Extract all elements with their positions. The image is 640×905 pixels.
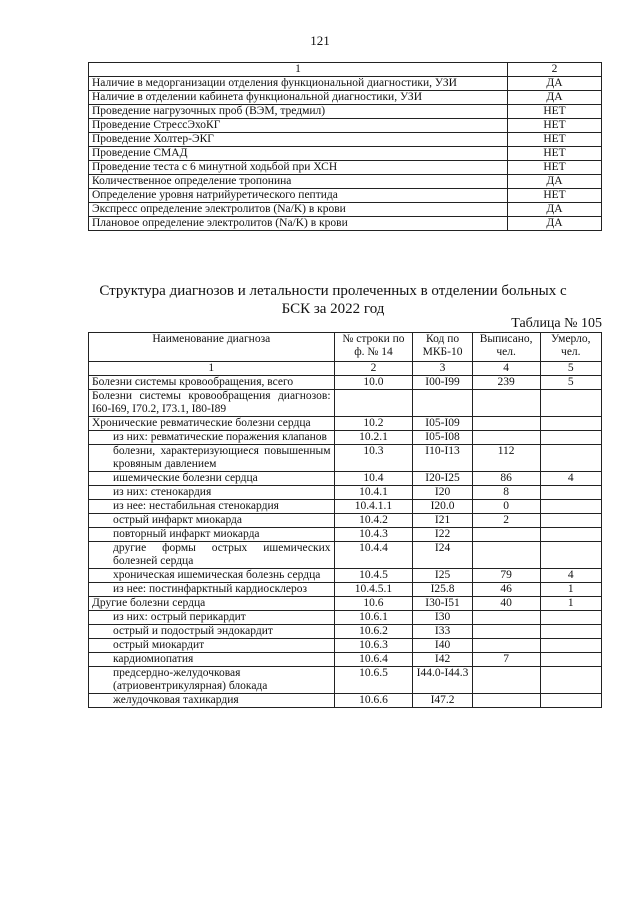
line-number: 10.4: [334, 472, 413, 486]
table-row: [89, 625, 602, 639]
icd-code: I42: [413, 653, 472, 667]
availability-value: ДА: [508, 77, 602, 91]
table-row: [89, 119, 602, 133]
table-row: [89, 653, 602, 667]
icd-code: I44.0-I44.3: [413, 667, 472, 694]
availability-value: ДА: [508, 91, 602, 105]
table-label: Таблица № 105: [511, 316, 602, 331]
icd-code: I25.8: [413, 583, 472, 597]
line-number: 10.6.4: [334, 653, 413, 667]
discharged-count: 239: [472, 376, 540, 390]
diagnosis-name: Болезни системы кровообращения, всего: [89, 376, 335, 390]
line-number: 10.4.5: [334, 569, 413, 583]
availability-value: НЕТ: [508, 189, 602, 203]
died-count: [540, 542, 601, 569]
table-row: [89, 203, 602, 217]
table-row: [89, 217, 602, 231]
line-number: 10.6.5: [334, 667, 413, 694]
availability-value: НЕТ: [508, 133, 602, 147]
died-count: 1: [540, 583, 601, 597]
table-row: [89, 528, 602, 542]
column-number: 1: [89, 63, 508, 77]
service-name: Проведение Холтер-ЭКГ: [89, 133, 508, 147]
discharged-count: [472, 542, 540, 569]
diagnosis-name: острый и подострый эндокардит: [89, 625, 335, 639]
section-title: Структура диагнозов и летальности пролеченных в отделении больных с БСК за 2022 год: [99, 283, 567, 317]
discharged-count: [472, 417, 540, 431]
died-count: [540, 639, 601, 653]
line-number: 10.6.3: [334, 639, 413, 653]
discharged-count: 46: [472, 583, 540, 597]
table-row: [89, 583, 602, 597]
discharged-count: 86: [472, 472, 540, 486]
died-count: [540, 500, 601, 514]
icd-code: I33: [413, 625, 472, 639]
column-header: Наименование диагноза: [89, 333, 335, 362]
availability-value: НЕТ: [508, 119, 602, 133]
discharged-count: 112: [472, 445, 540, 472]
availability-value: ДА: [508, 175, 602, 189]
died-count: [540, 667, 601, 694]
icd-code: I25: [413, 569, 472, 583]
line-number: 10.6.6: [334, 694, 413, 708]
service-name: Наличие в отделении кабинета функциональной диагностики, УЗИ: [89, 91, 508, 105]
column-number: 2: [334, 362, 413, 376]
table-row: [89, 161, 602, 175]
diagnosis-name: острый миокардит: [89, 639, 335, 653]
diagnosis-name: другие формы острых ишемических болезней сердца: [89, 542, 335, 569]
service-name: Экспресс определение электролитов (Na/K) в крови: [89, 203, 508, 217]
table-row: [89, 445, 602, 472]
service-name: Проведение теста с 6 минутной ходьбой при ХСН: [89, 161, 508, 175]
availability-value: НЕТ: [508, 147, 602, 161]
table-row: [89, 667, 602, 694]
line-number: 10.4.1.1: [334, 500, 413, 514]
table-row: [89, 431, 602, 445]
table-row: [89, 105, 602, 119]
died-count: [540, 431, 601, 445]
discharged-count: [472, 667, 540, 694]
line-number: 10.6.2: [334, 625, 413, 639]
table-row: [89, 611, 602, 625]
column-header: Умерло, чел.: [540, 333, 601, 362]
page-number: 121: [310, 33, 330, 48]
table-header-row: [89, 63, 602, 77]
column-number: 2: [508, 63, 602, 77]
table-row: [89, 542, 602, 569]
died-count: [540, 611, 601, 625]
availability-value: НЕТ: [508, 105, 602, 119]
icd-code: I30-I51: [413, 597, 472, 611]
died-count: [540, 486, 601, 500]
discharged-count: [472, 431, 540, 445]
line-number: 10.6: [334, 597, 413, 611]
diagnosis-name: Хронические ревматические болезни сердца: [89, 417, 335, 431]
column-header: № строки по ф. № 14: [334, 333, 413, 362]
line-number: 10.2.1: [334, 431, 413, 445]
availability-value: ДА: [508, 217, 602, 231]
service-name: Проведение СтрессЭхоКГ: [89, 119, 508, 133]
service-name: Проведение СМАД: [89, 147, 508, 161]
diagnosis-structure-table: [88, 332, 602, 708]
diagnosis-name: из них: острый перикардит: [89, 611, 335, 625]
icd-code: I22: [413, 528, 472, 542]
died-count: [540, 390, 601, 417]
diagnosis-name: кардиомиопатия: [89, 653, 335, 667]
icd-code: I21: [413, 514, 472, 528]
diagnosis-name: острый инфаркт миокарда: [89, 514, 335, 528]
died-count: [540, 445, 601, 472]
table-header-row: [89, 333, 602, 362]
table-row: [89, 390, 602, 417]
table-row: [89, 133, 602, 147]
diagnosis-name: из них: ревматические поражения клапанов: [89, 431, 335, 445]
table-row: [89, 91, 602, 105]
died-count: 4: [540, 569, 601, 583]
column-header: Выписано, чел.: [472, 333, 540, 362]
discharged-count: 0: [472, 500, 540, 514]
died-count: [540, 514, 601, 528]
discharged-count: [472, 639, 540, 653]
diagnosis-name: болезни, характеризующиеся повышенным кровяным давлением: [89, 445, 335, 472]
diagnosis-name: Другие болезни сердца: [89, 597, 335, 611]
table-row: [89, 514, 602, 528]
discharged-count: 7: [472, 653, 540, 667]
service-name: Проведение нагрузочных проб (ВЭМ, тредмил): [89, 105, 508, 119]
died-count: 1: [540, 597, 601, 611]
line-number: [334, 390, 413, 417]
died-count: [540, 625, 601, 639]
diagnosis-name: из них: стенокардия: [89, 486, 335, 500]
line-number: 10.4.5.1: [334, 583, 413, 597]
line-number: 10.4.1: [334, 486, 413, 500]
diagnostics-availability-table: [88, 62, 602, 231]
column-number: 4: [472, 362, 540, 376]
died-count: 5: [540, 376, 601, 390]
icd-code: I40: [413, 639, 472, 653]
table-row: [89, 500, 602, 514]
table-row: [89, 175, 602, 189]
discharged-count: 8: [472, 486, 540, 500]
discharged-count: [472, 611, 540, 625]
table-row: [89, 694, 602, 708]
table-row: [89, 639, 602, 653]
discharged-count: [472, 694, 540, 708]
died-count: 4: [540, 472, 601, 486]
icd-code: [413, 390, 472, 417]
discharged-count: [472, 528, 540, 542]
service-name: Количественное определение тропонина: [89, 175, 508, 189]
icd-code: I47.2: [413, 694, 472, 708]
availability-value: НЕТ: [508, 161, 602, 175]
icd-code: I30: [413, 611, 472, 625]
icd-code: I05-I09: [413, 417, 472, 431]
availability-value: ДА: [508, 203, 602, 217]
line-number: 10.4.3: [334, 528, 413, 542]
icd-code: I10-I13: [413, 445, 472, 472]
table-row: [89, 77, 602, 91]
diagnosis-name: повторный инфаркт миокарда: [89, 528, 335, 542]
diagnosis-name: из нее: постинфарктный кардиосклероз: [89, 583, 335, 597]
icd-code: I20.0: [413, 500, 472, 514]
icd-code: I05-I08: [413, 431, 472, 445]
line-number: 10.2: [334, 417, 413, 431]
column-numbers-row: [89, 362, 602, 376]
line-number: 10.4.2: [334, 514, 413, 528]
table-row: [89, 189, 602, 203]
discharged-count: [472, 625, 540, 639]
column-number: 3: [413, 362, 472, 376]
discharged-count: 40: [472, 597, 540, 611]
line-number: 10.6.1: [334, 611, 413, 625]
diagnosis-name: хроническая ишемическая болезнь сердца: [89, 569, 335, 583]
icd-code: I24: [413, 542, 472, 569]
discharged-count: [472, 390, 540, 417]
line-number: 10.4.4: [334, 542, 413, 569]
table-row: [89, 597, 602, 611]
line-number: 10.3: [334, 445, 413, 472]
table-row: [89, 147, 602, 161]
died-count: [540, 528, 601, 542]
died-count: [540, 694, 601, 708]
died-count: [540, 417, 601, 431]
icd-code: I20-I25: [413, 472, 472, 486]
diagnosis-name: ишемические болезни сердца: [89, 472, 335, 486]
diagnosis-name: предсердно-желудочковая (атриовентрикулярная) блокада: [89, 667, 335, 694]
discharged-count: 2: [472, 514, 540, 528]
service-name: Наличие в медорганизации отделения функциональной диагностики, УЗИ: [89, 77, 508, 91]
table-row: [89, 486, 602, 500]
icd-code: I20: [413, 486, 472, 500]
died-count: [540, 653, 601, 667]
discharged-count: 79: [472, 569, 540, 583]
column-header: Код по МКБ-10: [413, 333, 472, 362]
column-number: 5: [540, 362, 601, 376]
table-row: [89, 472, 602, 486]
diagnosis-name: из нее: нестабильная стенокардия: [89, 500, 335, 514]
icd-code: I00-I99: [413, 376, 472, 390]
table-row: [89, 417, 602, 431]
service-name: Плановое определение электролитов (Na/K) в крови: [89, 217, 508, 231]
table-row: [89, 376, 602, 390]
column-number: 1: [89, 362, 335, 376]
table-row: [89, 569, 602, 583]
diagnosis-name: желудочковая тахикардия: [89, 694, 335, 708]
line-number: 10.0: [334, 376, 413, 390]
service-name: Определение уровня натрийуретического пептида: [89, 189, 508, 203]
diagnosis-name: Болезни системы кровообращения диагнозов: I60-I69, I70.2, I73.1, I80-I89: [89, 390, 335, 417]
